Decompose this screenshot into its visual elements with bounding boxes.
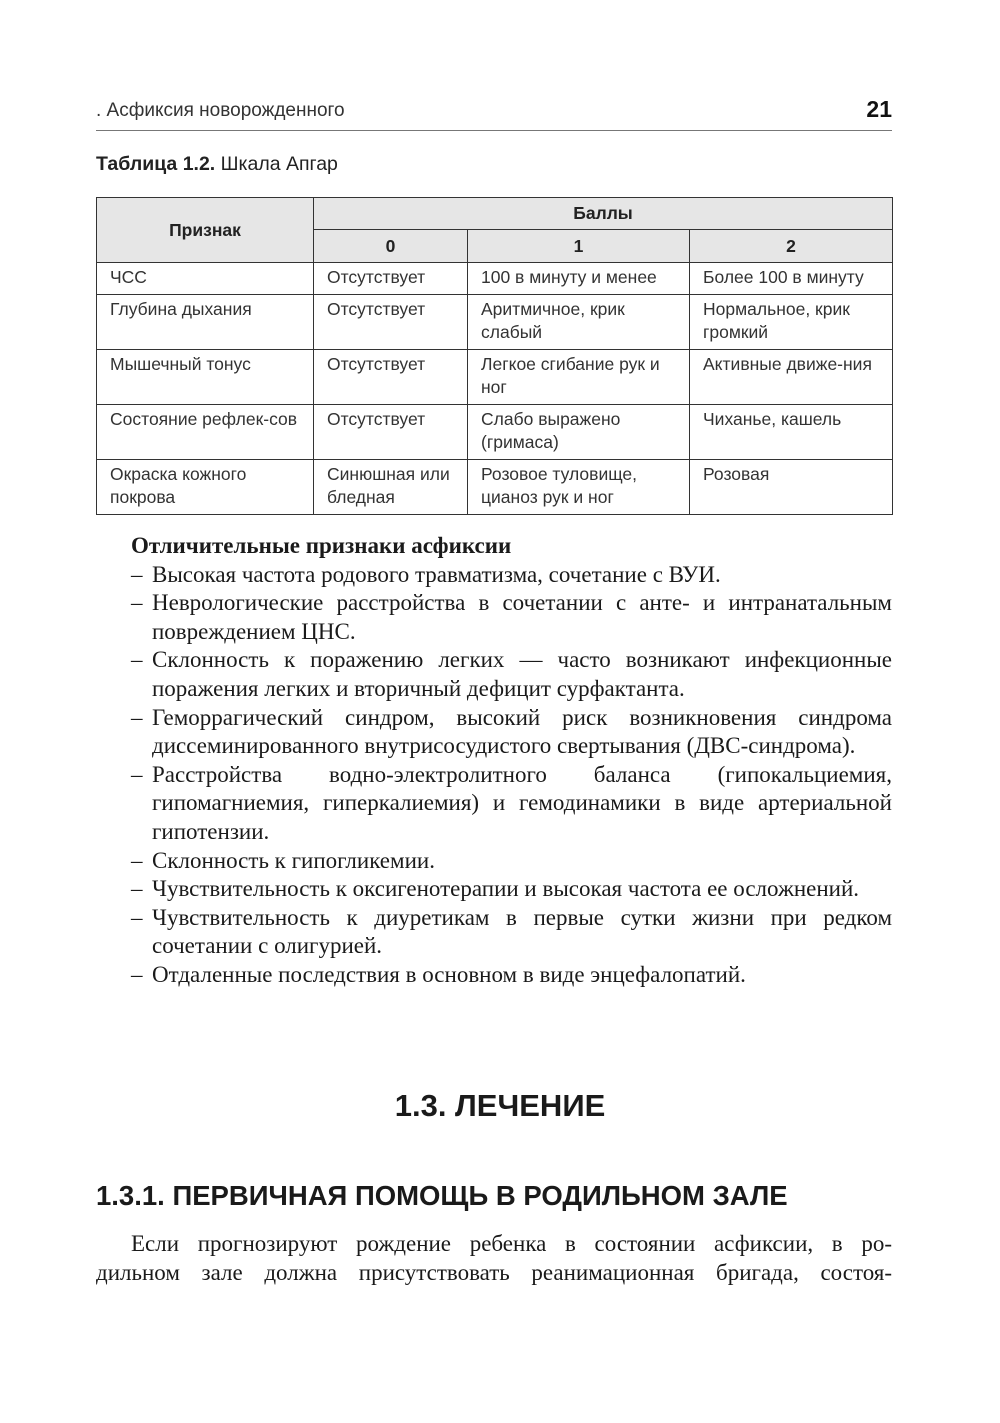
table-cell-sign: Глубина дыхания	[97, 295, 314, 350]
column-header-score-2: 2	[690, 230, 893, 263]
section-heading-treatment: 1.3. ЛЕЧЕНИЕ	[394, 1088, 606, 1123]
table-cell-score-2: Чиханье, кашель	[690, 405, 893, 460]
table-cell-score-1: Легкое сгибание рук и ног	[468, 350, 690, 405]
table-cell-score-2: Активные движе-ния	[690, 350, 893, 405]
distinctive-signs-section	[96, 532, 892, 990]
table-cell-score-2: Розовая	[690, 460, 893, 515]
dash-bullet: –	[131, 647, 143, 673]
dash-bullet: –	[131, 561, 143, 587]
dash-bullet: –	[131, 904, 143, 930]
dash-bullet: –	[131, 761, 143, 787]
table-cell-score-1: Аритмичное, крик слабый	[468, 295, 690, 350]
table-row	[97, 405, 893, 460]
table-cell-score-2: Нормальное, крик громкий	[690, 295, 893, 350]
list-item	[96, 646, 892, 703]
section-title: Отличительные признаки асфиксии	[131, 533, 512, 558]
list-item-text: Геморрагический синдром, высокий риск возникновения синдрома диссеминированного внутрисосудистого свертывания (ДВС-синдрома).	[152, 704, 892, 759]
table-row	[97, 263, 893, 295]
table-cell-score-1: Розовое туловище, цианоз рук и ног	[468, 460, 690, 515]
list-item	[96, 875, 892, 904]
list-item	[96, 904, 892, 961]
paragraph-line: Если прогнозируют рождение ребенка в состоянии асфиксии, в ро-	[131, 1231, 892, 1256]
running-title: . Асфиксия новорожденного	[96, 100, 345, 121]
table-cell-sign: Состояние рефлек-сов	[97, 405, 314, 460]
page-number: 21	[866, 96, 892, 122]
list-item-text: Чувствительность к оксигенотерапии и высокая частота ее осложнений.	[152, 876, 860, 902]
list-item-text: Склонность к гипогликемии.	[152, 847, 435, 873]
running-header	[96, 94, 892, 131]
dash-bullet: –	[131, 847, 143, 873]
intro-paragraph	[96, 1230, 892, 1287]
dash-bullet: –	[131, 961, 143, 987]
column-header-scores: Баллы	[314, 198, 893, 230]
list-item-text: Склонность к поражению легких — часто возникают инфекционные поражения легких и вторичный дефицит сурфактанта.	[152, 647, 892, 701]
apgar-score-table	[96, 197, 893, 515]
list-item-text: Отдаленные последствия в основном в виде энцефалопатий.	[152, 961, 746, 987]
column-header-score-1: 1	[468, 230, 690, 263]
list-item	[96, 761, 892, 847]
table-cell-sign: Окраска кожного покрова	[97, 460, 314, 515]
dash-bullet: –	[131, 876, 143, 902]
list-item	[96, 589, 892, 646]
table-cell-sign: ЧСС	[97, 263, 314, 295]
table-cell-sign: Мышечный тонус	[97, 350, 314, 405]
table-row	[97, 350, 893, 405]
list-item-text: Высокая частота родового травматизма, сочетание с ВУИ.	[152, 561, 721, 587]
table-row	[97, 460, 893, 515]
table-cell-score-0: Отсутствует	[314, 295, 468, 350]
column-header-sign: Признак	[97, 198, 314, 263]
signs-list	[96, 561, 892, 990]
table-cell-score-0: Отсутствует	[314, 263, 468, 295]
table-cell-score-1: Слабо выражено (гримаса)	[468, 405, 690, 460]
table-row	[97, 295, 893, 350]
table-cell-score-0: Отсутствует	[314, 405, 468, 460]
list-item	[96, 704, 892, 761]
table-cell-score-0: Синюшная или бледная	[314, 460, 468, 515]
table-caption	[96, 153, 338, 176]
paragraph-line: дильном зале должна присутствовать реанимационная бригада, состоя-	[96, 1259, 892, 1285]
table-caption-label: Таблица 1.2.	[96, 153, 216, 175]
table-cell-score-0: Отсутствует	[314, 350, 468, 405]
list-item	[96, 561, 892, 590]
list-item	[96, 847, 892, 876]
list-item-text: Расстройства водно-электролитного баланса (гипокальциемия, гипомагниемия, гиперкалиемия) и гемодинамики в виде артериальной гипотензии.	[152, 761, 892, 844]
list-item-text: Чувствительность к диуретикам в первые сутки жизни при редком сочетании с олигурией.	[152, 904, 892, 959]
table-caption-text: Шкала Апгар	[215, 153, 338, 175]
list-item-text: Неврологические расстройства в сочетании с анте- и интранатальным повреждением ЦНС.	[152, 590, 892, 644]
column-header-score-0: 0	[314, 230, 468, 263]
subsection-heading-primary-care: 1.3.1. ПЕРВИЧНАЯ ПОМОЩЬ В РОДИЛЬНОМ ЗАЛЕ	[96, 1180, 788, 1211]
table-cell-score-1: 100 в минуту и менее	[468, 263, 690, 295]
list-item	[96, 961, 892, 990]
table-cell-score-2: Более 100 в минуту	[690, 263, 893, 295]
dash-bullet: –	[131, 704, 143, 730]
dash-bullet: –	[131, 590, 143, 616]
